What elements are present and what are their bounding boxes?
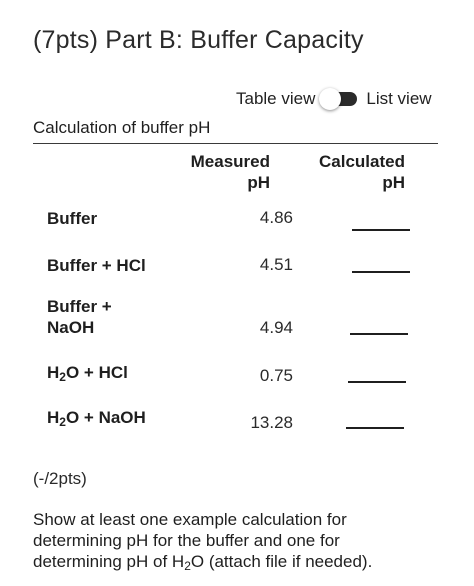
row-label-buffer-naoh: Buffer + NaOH [47, 297, 112, 337]
calculated-ph-water-naoh-blank[interactable] [346, 427, 404, 429]
section-title: (7pts) Part B: Buffer Capacity [33, 26, 364, 54]
table-view-label[interactable]: Table view [236, 89, 316, 108]
view-toggle-switch[interactable] [319, 88, 361, 110]
table-caption: Calculation of buffer pH [33, 118, 211, 137]
measured-ph-buffer-hcl: 4.51 [259, 255, 293, 274]
row-label-water-naoh: $H_2O$ + NaOH [47, 408, 146, 429]
measured-ph-water-hcl: 0.75 [259, 366, 293, 385]
row-label-water-hcl: $H_2O$ + HCl [47, 363, 128, 384]
row-label-buffer-hcl: Buffer + HCl [47, 256, 146, 275]
calculated-ph-water-hcl-blank[interactable] [348, 381, 406, 383]
calculated-ph-buffer-hcl-blank[interactable] [352, 271, 410, 273]
score-indicator: (-/2pts) [33, 469, 87, 488]
calculated-ph-buffer-naoh-blank[interactable] [350, 333, 408, 335]
measured-ph-header: Measured pH [190, 152, 270, 192]
measured-ph-buffer: 4.86 [259, 208, 293, 227]
toggle-knob [319, 88, 341, 110]
question-prompt: Show at least one example calculation for determining pH for the buffer and one for determining pH of $H_2O$ (attach file if needed). [33, 510, 373, 573]
view-toggle[interactable] [236, 86, 432, 112]
calculated-ph-header: Calculated pH [319, 152, 405, 192]
calculated-ph-buffer-blank[interactable] [352, 229, 410, 231]
row-label-buffer: Buffer [47, 209, 98, 228]
table-top-rule [33, 143, 438, 144]
measured-ph-water-naoh: 13.28 [250, 413, 293, 432]
list-view-label[interactable]: List view [366, 89, 432, 108]
measured-ph-buffer-naoh: 4.94 [259, 318, 293, 337]
